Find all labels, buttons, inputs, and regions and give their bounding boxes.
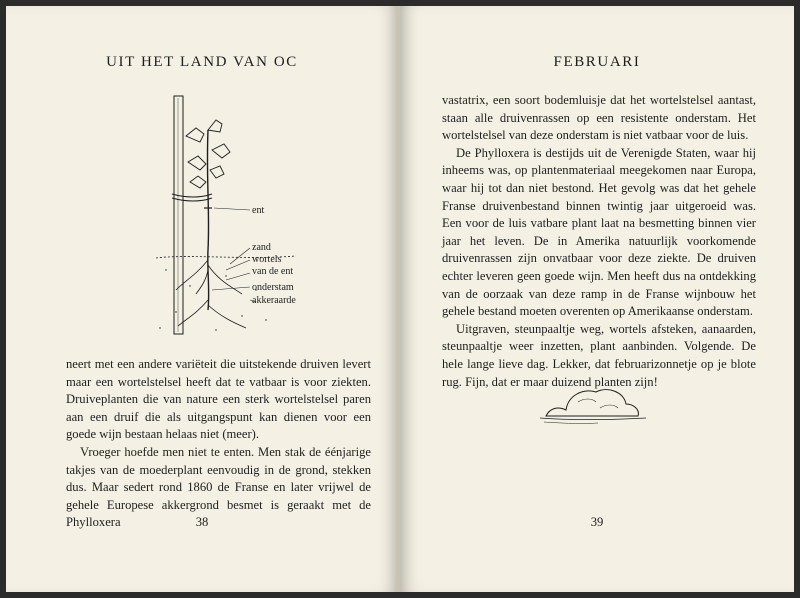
left-body-text [66, 356, 371, 532]
right-body-text [442, 92, 756, 391]
page-number-right: 39 [590, 515, 604, 529]
right-page [400, 6, 794, 592]
label-van-de-ent: van de ent [252, 266, 294, 277]
label-onderstam: onderstam [252, 282, 294, 293]
paragraph: Vroeger hoefde men niet te enten. Men stak de éénjarige takjes van de moederplant eenvoudig in de grond, stekken dus. Maar sedert rond 1860 de Franse en later vrijwel de gehele Europese akkergrond besmet is geraakt met de Phylloxera [66, 444, 371, 530]
paragraph: vastatrix, een soort bodemluisje dat het wortelstelsel aantast, staan alle druivenrassen op een resistente onderstam. Het wortelstelsel van deze onderstam is niet vatbaar voor de luis. [442, 93, 756, 143]
stone-vignette-illustration [538, 378, 648, 428]
running-head-left: UIT HET LAND VAN OC [106, 54, 298, 70]
paragraph: neert met een andere variëteit die uitstekende druiven levert maar een wortelstelsel heeft dat te vatbaar is voor ziekten. Druiveplanten die van nature een sterk wortelstelsel paren aan een druif die als uitgangspunt kan dienen voor een goede wijn bestaan helaas niet (meer). [66, 357, 371, 442]
left-page [6, 6, 398, 592]
label-akkeraarde: akkeraarde [252, 295, 296, 306]
grafted-vine-illustration [146, 90, 336, 340]
label-ent: ent [252, 205, 265, 216]
page-number-left: 38 [195, 515, 209, 529]
paragraph: De Phylloxera is destijds uit de Verenigde Staten, waar hij inheems was, op plantenmateriaal meegekomen naar Europa, waar hij tot dan niet bestond. Het gevolg was dat het gehele Franse druivenbestand binnen twintig jaar uitgeroeid was. Een voor de luis vatbare plant laat na besmetting binnen vier jaar het leven. De in Amerika natuurlijk voorkomende druivenrassen zijn onvatbaar voor deze ziekte. De druiven echter leveren geen goede wijn. Men heeft dus na ontdekking van de oorzaak van deze ramp in de Franse wijnbouw het gehele bestand moeten overenten op Amerikaanse onderstam. [442, 145, 756, 319]
label-wortels: wortels [252, 254, 282, 265]
label-zand: zand [252, 242, 271, 253]
paragraph: Uitgraven, steunpaaltje weg, wortels afsteken, aanaarden, steunpaaltje weer inzetten, plant aanbinden. Volgende. De hele lange lieve dag. Lekker, dat februarizonnetje op je blote rug. Fijn, dat er maar duizend planten zijn! [442, 321, 756, 389]
running-head-right: FEBRUARI [553, 54, 641, 70]
